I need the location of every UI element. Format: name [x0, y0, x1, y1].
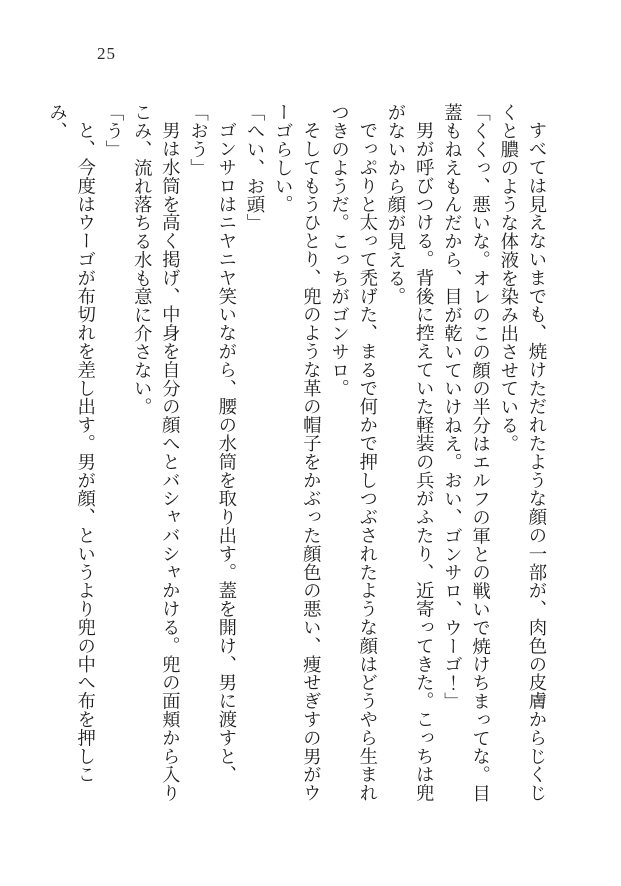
paragraph: ゴンサロはニヤニヤ笑いながら、腰の水筒を取り出す。蓋を開け、男に渡すと、: [216, 121, 237, 784]
paragraph: すべては見えないまでも、焼けただれたような顔の一部が、肉色の皮膚からじくじくと膿のような体液を染み出させている。: [498, 103, 547, 803]
paragraph: 「う」: [103, 103, 124, 159]
paragraph: そしてもうひとり、兜のような革の帽子をかぶった顔色の悪い、痩せぎすの男がウーゴらしい。: [273, 103, 322, 803]
paragraph: 「へい、お頭」: [244, 103, 265, 232]
paragraph: でっぷりと太って禿げた、まるで何かで押しつぶされたような顔はどうやら生まれつきのようだ。こっちがゴンサロ。: [329, 103, 378, 803]
paragraph: と、今度はウーゴが布切れを差し出す。男が顔、というより兜の中へ布を押しこみ、: [47, 103, 96, 784]
page-number: 25: [97, 44, 116, 63]
paragraph: 「くくっ、悪いな。オレのこの顔の半分はエルフの軍との戦いで焼けちまってな。目蓋もねえもんだから、目が乾いていけねえ。おい、ゴンサロ、ウーゴ！」: [442, 103, 491, 803]
paragraph: 「おう」: [188, 103, 209, 177]
vertical-text-block: [43, 103, 551, 803]
paragraph: 男は水筒を高く掲げ、中身を自分の顔へとバシャバシャかける。兜の面頬から入りこみ、流れ落ちる水も意に介さない。: [132, 103, 181, 803]
paragraph: 男が呼びつける。背後に控えていた軽装の兵がふたり、近寄ってきた。こっちは兜がないから顔が見える。: [385, 103, 435, 803]
